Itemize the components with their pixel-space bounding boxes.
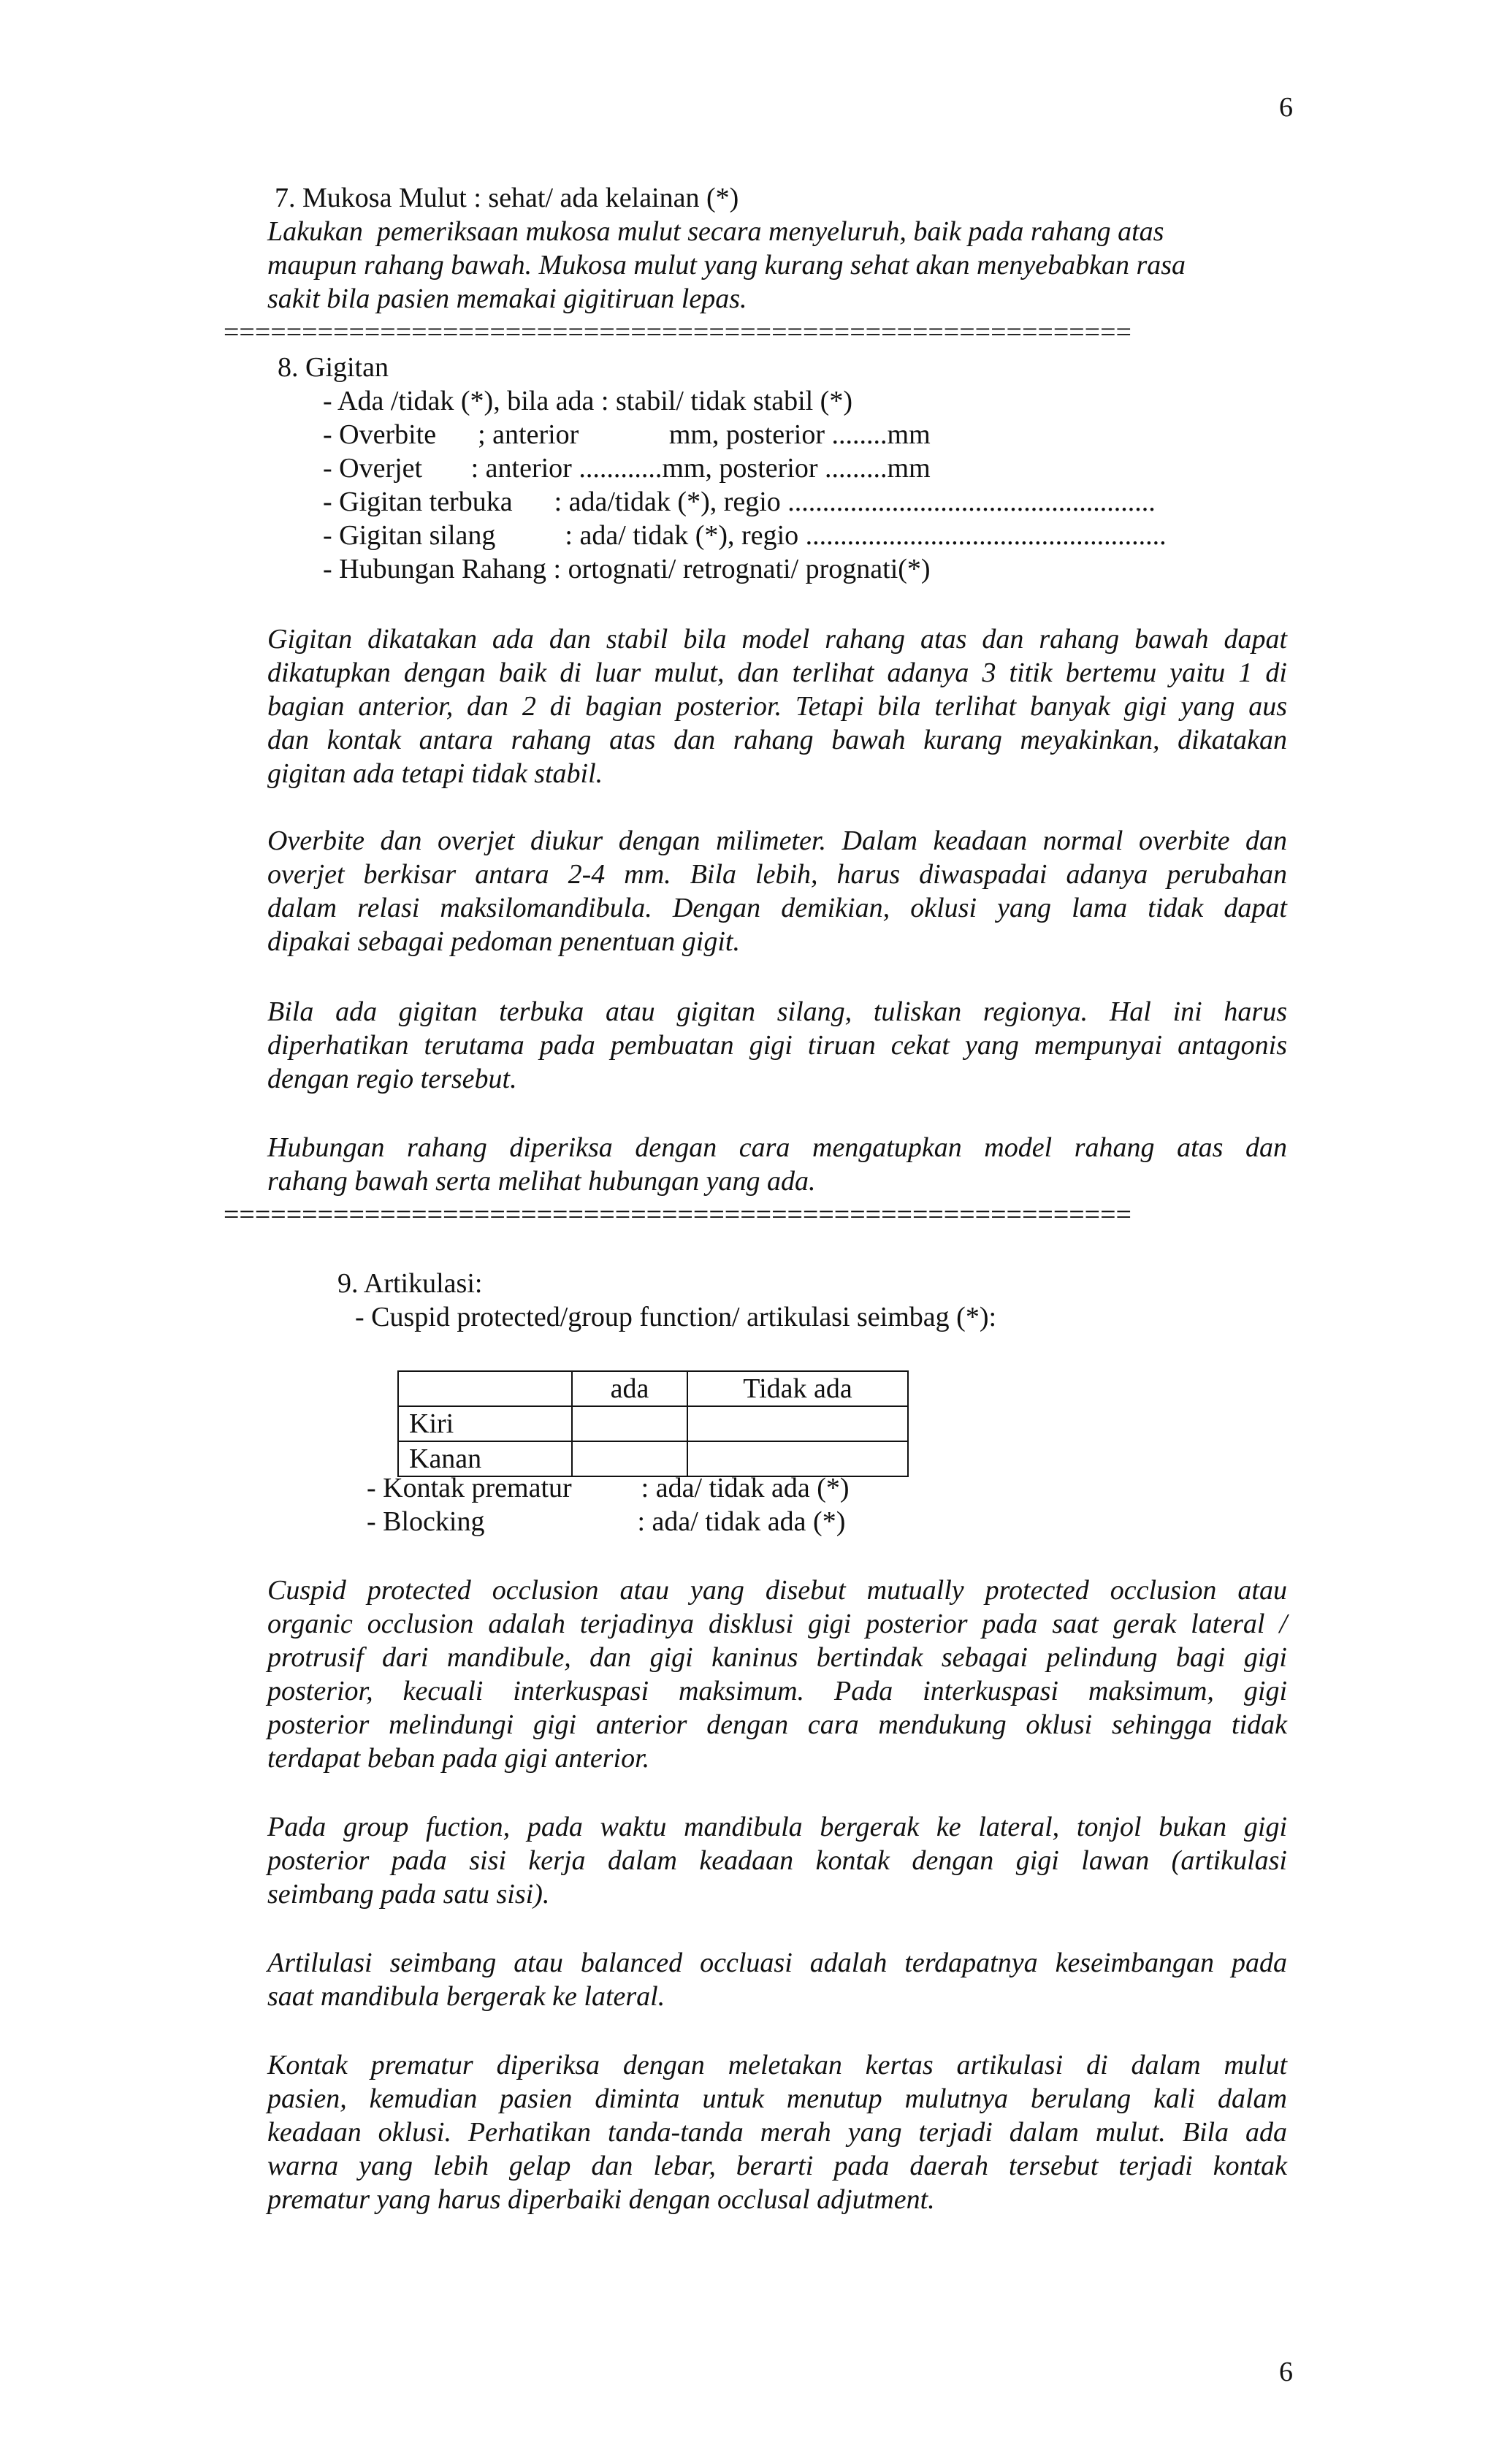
section-9-para-3-line: Artilulasi seimbang atau balanced occluasi adalah terdapatnya keseimbangan pada (267, 1948, 1287, 1978)
section-9-para-2-line: seimbang pada satu sisi). (267, 1879, 550, 1910)
section-7-heading: 7. Mukosa Mulut : sehat/ ada kelainan (*) (275, 183, 739, 213)
section-8-para-1-line: gigitan ada tetapi tidak stabil. (267, 758, 603, 789)
section-9-para-1-line: posterior melindungi gigi anterior dengan cara mendukung oklusi sehingga tidak (267, 1709, 1287, 1740)
separator-line: ========================================================== (224, 317, 1131, 348)
section-9-item: - Kontak prematur : ada/ tidak ada (*) (367, 1473, 850, 1503)
page-number-bottom: 6 (1279, 2357, 1293, 2387)
section-8-para-3-line: Bila ada gigitan terbuka atau gigitan silang, tuliskan regionya. Hal ini harus (267, 996, 1287, 1027)
table-row-label: Kiri (398, 1406, 572, 1441)
section-7-note-line: Lakukan pemeriksaan mukosa mulut secara menyeluruh, baik pada rahang atas (267, 216, 1164, 247)
section-7-note-line: maupun rahang bawah. Mukosa mulut yang kurang sehat akan menyebabkan rasa (267, 250, 1186, 281)
section-8-para-2-line: dipakai sebagai pedoman penentuan gigit. (267, 926, 740, 957)
section-9-para-1-line: terdapat beban pada gigi anterior. (267, 1743, 650, 1774)
section-8-para-2-line: overjet berkisar antara 2-4 mm. Bila lebih, harus diwaspadai adanya perubahan (267, 859, 1287, 890)
section-8-para-1-line: dikatupkan dengan baik di luar mulut, dan terlihat adanya 3 titik bertemu yaitu 1 di (267, 657, 1287, 688)
table-cell (572, 1406, 687, 1441)
table-cell (572, 1441, 687, 1476)
section-8-item: - Ada /tidak (*), bila ada : stabil/ tidak stabil (*) (323, 386, 852, 416)
section-8-para-1-line: Gigitan dikatakan ada dan stabil bila model rahang atas dan rahang bawah dapat (267, 624, 1287, 655)
section-8-para-3-line: dengan regio tersebut. (267, 1064, 517, 1094)
section-9-para-1-line: protrusif dari mandibule, dan gigi kaninus bertindak sebagai pelindung bagi gigi (267, 1642, 1287, 1673)
section-9-para-1-line: Cuspid protected occlusion atau yang disebut mutually protected occlusion atau (267, 1575, 1287, 1606)
section-8-para-4-line: Hubungan rahang diperiksa dengan cara mengatupkan model rahang atas dan (267, 1132, 1287, 1163)
section-9-para-1-line: posterior, kecuali interkuspasi maksimum. Pada interkuspasi maksimum, gigi (267, 1676, 1287, 1706)
section-9-para-4-line: keadaan oklusi. Perhatikan tanda-tanda merah yang terjadi dalam mulut. Bila ada (267, 2117, 1287, 2148)
section-8-para-3-line: diperhatikan terutama pada pembuatan gigi tiruan cekat yang mempunyai antagonis (267, 1030, 1287, 1061)
section-8-item: - Overbite ; anterior mm, posterior ........mm (323, 419, 931, 450)
table-header-cell: ada (572, 1371, 687, 1406)
section-8-para-2-line: Overbite dan overjet diukur dengan milimeter. Dalam keadaan normal overbite dan (267, 825, 1287, 856)
table-cell (687, 1441, 908, 1476)
section-9-para-4-line: pasien, kemudian pasien diminta untuk menutup mulutnya berulang kali dalam (267, 2083, 1287, 2114)
section-8-item: - Gigitan silang : ada/ tidak (*), regio .................................................... (323, 520, 1167, 551)
section-9-heading: 9. Artikulasi: (337, 1268, 483, 1299)
section-8-para-4-line: rahang bawah serta melihat hubungan yang ada. (267, 1166, 816, 1197)
section-9-para-4-line: Kontak prematur diperiksa dengan meletakan kertas artikulasi di dalam mulut (267, 2050, 1287, 2080)
section-9-para-3-line: saat mandibula bergerak ke lateral. (267, 1981, 665, 2012)
section-7-note-line: sakit bila pasien memakai gigitiruan lepas. (267, 283, 747, 314)
section-9-para-2-line: posterior pada sisi kerja dalam keadaan kontak dengan gigi lawan (artikulasi (267, 1845, 1287, 1876)
table-header-cell (398, 1371, 572, 1406)
table-row (398, 1406, 908, 1441)
section-8-item: - Gigitan terbuka : ada/tidak (*), regio ..................................................... (323, 487, 1156, 517)
separator-line: ========================================================== (224, 1199, 1131, 1230)
section-8-heading: 8. Gigitan (278, 352, 389, 383)
table-cell (687, 1406, 908, 1441)
section-8-para-1-line: bagian anterior, dan 2 di bagian posterior. Tetapi bila terlihat banyak gigi yang aus (267, 691, 1287, 722)
section-9-item: - Blocking : ada/ tidak ada (*) (367, 1506, 846, 1537)
section-9-para-2-line: Pada group fuction, pada waktu mandibula bergerak ke lateral, tonjol bukan gigi (267, 1812, 1287, 1842)
articulation-table (397, 1370, 909, 1477)
table-row (398, 1441, 908, 1476)
section-8-para-1-line: dan kontak antara rahang atas dan rahang bawah kurang meyakinkan, dikatakan (267, 725, 1287, 755)
section-9-subheading: - Cuspid protected/group function/ artikulasi seimbag (*): (355, 1302, 997, 1332)
page-number-top: 6 (1279, 92, 1293, 123)
section-8-item: - Hubungan Rahang : ortognati/ retrognati/ prognati(*) (323, 554, 931, 584)
section-9-para-4-line: prematur yang harus diperbaiki dengan occlusal adjutment. (267, 2184, 935, 2215)
table-header-row (398, 1371, 908, 1406)
table-row-label: Kanan (398, 1441, 572, 1476)
section-8-item: - Overjet : anterior ............mm, posterior .........mm (323, 453, 931, 484)
table-header-cell: Tidak ada (687, 1371, 908, 1406)
section-8-para-2-line: dalam relasi maksilomandibula. Dengan demikian, oklusi yang lama tidak dapat (267, 893, 1287, 923)
section-9-para-4-line: warna yang lebih gelap dan lebar, berarti pada daerah tersebut terjadi kontak (267, 2151, 1287, 2181)
section-9-para-1-line: organic occlusion adalah terjadinya disklusi gigi posterior pada saat gerak lateral / (267, 1609, 1287, 1639)
